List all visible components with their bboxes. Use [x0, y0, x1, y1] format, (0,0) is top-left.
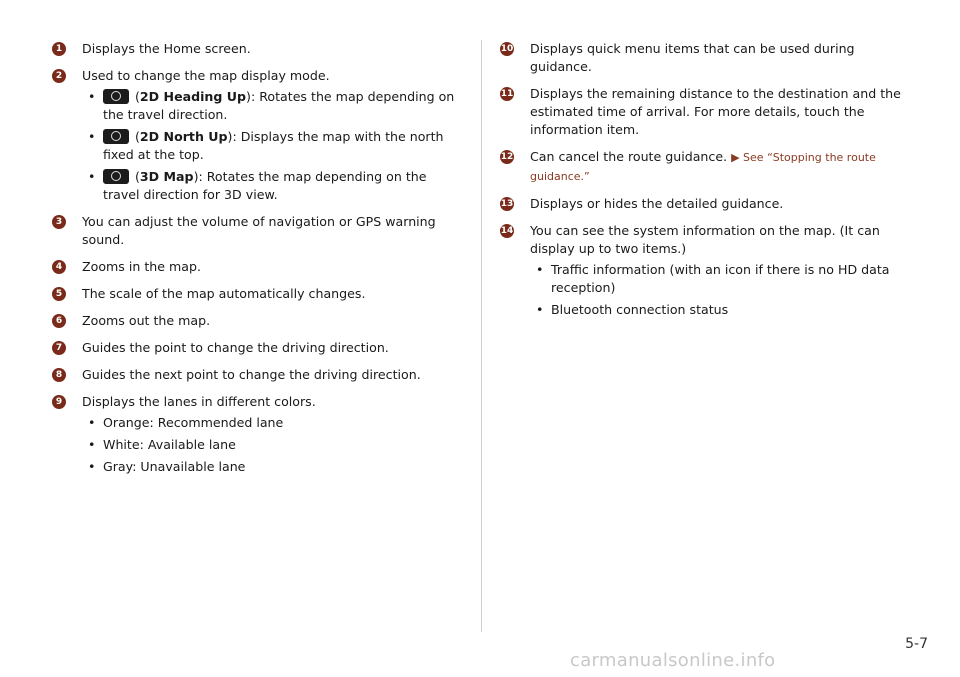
- map-mode-item: • (2D North Up): Displays the map with the north fixed at the top.: [88, 129, 444, 162]
- system-info-item: [530, 261, 915, 297]
- item-number: 11: [500, 89, 514, 99]
- item-text: Displays the Home screen.: [82, 41, 251, 56]
- mode-name: 2D Heading Up: [139, 89, 247, 104]
- item-number: 10: [500, 44, 514, 54]
- lane-color-text: White: Available lane: [103, 437, 236, 452]
- mode-description: ): Rotates the map depending on the travel direction for 3D view.: [103, 169, 427, 202]
- item-text: Displays the lanes in different colors.: [82, 394, 316, 409]
- list-item: [52, 67, 467, 204]
- bullet: •: [88, 437, 96, 452]
- item-text: Guides the point to change the driving direction.: [82, 340, 389, 355]
- lane-color-item: [82, 436, 467, 454]
- item-text: Used to change the map display mode.: [82, 68, 330, 83]
- list-item: [52, 40, 467, 58]
- bullet: •: [536, 262, 544, 277]
- list-item: [500, 195, 915, 213]
- item-text: Can cancel the route guidance.: [530, 149, 732, 164]
- list-item: [500, 85, 915, 139]
- bullet: •: [536, 302, 544, 317]
- page-number: 5-7: [905, 636, 928, 652]
- item-number: 12: [500, 152, 514, 162]
- item-text: You can see the system information on the map. (It can display up to two items.): [530, 223, 880, 256]
- bullet: •: [88, 129, 96, 144]
- item-text: Guides the next point to change the driving direction.: [82, 367, 421, 382]
- item-text: Zooms out the map.: [82, 313, 211, 328]
- item-number: 6: [52, 314, 66, 328]
- item-number: 3: [52, 215, 66, 229]
- map-mode-item: • (2D Heading Up): Rotates the map depending on the travel direction.: [88, 89, 455, 122]
- item-text: The scale of the map automatically changes.: [82, 286, 366, 301]
- bullet: •: [88, 169, 96, 184]
- lane-color-item: [82, 414, 467, 432]
- item-text: Displays the remaining distance to the destination and the estimated time of arrival. For more details, touch the information item.: [530, 86, 901, 137]
- heading-up-icon: [103, 89, 129, 104]
- item-number: 2: [52, 69, 66, 83]
- system-info-text: Bluetooth connection status: [551, 302, 729, 317]
- item-number: 14: [500, 226, 514, 236]
- bullet: •: [88, 415, 96, 430]
- mode-description: ): Displays the map with the north fixed at the top.: [103, 129, 444, 162]
- list-item: [500, 148, 915, 186]
- item-number: 9: [52, 395, 66, 409]
- list-item: [52, 393, 467, 476]
- right-column: [500, 40, 915, 328]
- item-text: Zooms in the map.: [82, 259, 202, 274]
- lane-color-list: [82, 414, 467, 476]
- list-item: [500, 40, 915, 76]
- map-mode-list: [82, 88, 467, 204]
- item-text: Displays or hides the detailed guidance.: [530, 196, 784, 211]
- watermark: carmanualsonline.info: [570, 650, 776, 671]
- list-item: [52, 312, 467, 330]
- system-info-text: Traffic information (with an icon if there is no HD data reception): [551, 262, 890, 295]
- mode-name: 2D North Up: [139, 129, 228, 144]
- map-mode-item: • (3D Map): Rotates the map depending on the travel direction for 3D view.: [88, 169, 427, 202]
- column-divider: [481, 40, 482, 632]
- list-item: [52, 213, 467, 249]
- lane-color-text: Orange: Recommended lane: [103, 415, 284, 430]
- item-number: 7: [52, 341, 66, 355]
- item-text: Displays quick menu items that can be used during guidance.: [530, 41, 855, 74]
- system-info-item: [530, 301, 915, 319]
- item-number: 5: [52, 287, 66, 301]
- bullet: •: [88, 89, 96, 104]
- list-item: [52, 258, 467, 276]
- list-item: [52, 339, 467, 357]
- bullet: •: [88, 459, 96, 474]
- mode-description: ): Rotates the map depending on the travel direction.: [103, 89, 455, 122]
- lane-color-item: [82, 458, 467, 476]
- item-text: You can adjust the volume of navigation or GPS warning sound.: [82, 214, 436, 247]
- list-item: [52, 285, 467, 303]
- 3d-map-icon: [103, 169, 129, 184]
- item-number: 1: [52, 42, 66, 56]
- item-number: 4: [52, 260, 66, 274]
- north-up-icon: [103, 129, 129, 144]
- item-number: 13: [500, 199, 514, 209]
- mode-name: 3D Map: [139, 169, 194, 184]
- cross-reference-link[interactable]: ▶ See “Stopping the route guidance.”: [530, 151, 876, 183]
- lane-color-text: Gray: Unavailable lane: [103, 459, 246, 474]
- list-item: [500, 222, 915, 319]
- item-number: 8: [52, 368, 66, 382]
- list-item: [52, 366, 467, 384]
- system-info-list: [530, 261, 915, 319]
- left-column: [52, 40, 467, 485]
